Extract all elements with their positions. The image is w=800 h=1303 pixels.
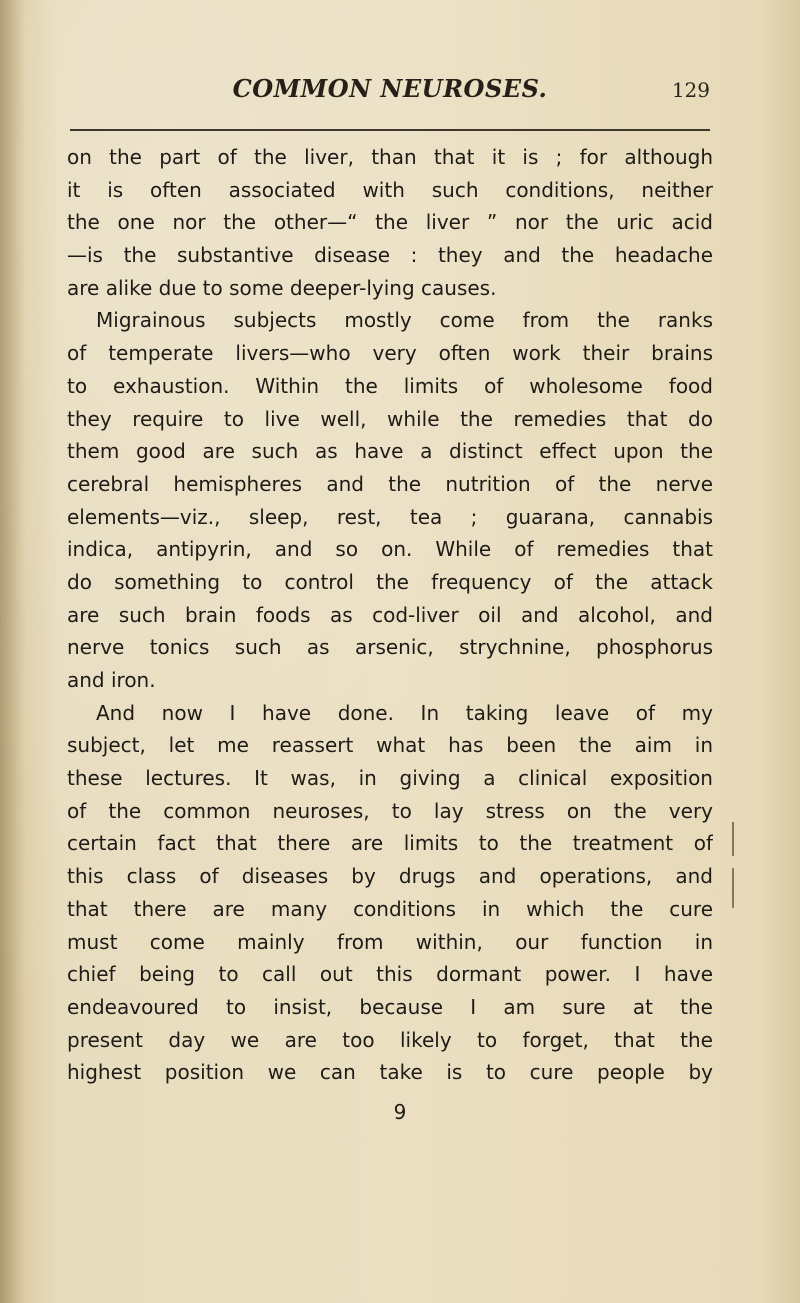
text-line: do something to control the frequency of the attack — [67, 569, 713, 594]
text-line: these lectures. It was, in giving a clinical exposition — [67, 766, 713, 791]
text-line: —is the substantive disease : they and the headache — [67, 243, 713, 268]
text-line: of the common neuroses, to lay stress on the very — [67, 798, 713, 823]
header-rule — [70, 129, 710, 131]
text-line: chief being to call out this dormant power. I have — [67, 962, 713, 987]
text-line: of temperate livers—who very often work their brains — [67, 341, 713, 366]
text-line: indica, antipyrin, and so on. While of remedies that — [67, 537, 713, 562]
text-line: are alike due to some deeper-lying causes. — [67, 275, 497, 300]
text-line: certain fact that there are limits to the treatment of — [67, 831, 713, 856]
margin-pencil-mark — [732, 868, 734, 908]
text-line: it is often associated with such conditions, neither — [67, 177, 713, 202]
text-line: that there are many conditions in which the cure — [67, 896, 713, 921]
text-line: on the part of the liver, than that it is ; for although — [67, 145, 713, 169]
text-line: cerebral hemispheres and the nutrition of the nerve — [67, 471, 713, 496]
text-line: they require to live well, while the remedies that do — [67, 406, 713, 431]
text-line: subject, let me reassert what has been the aim in — [67, 733, 713, 758]
text-line: Migrainous subjects mostly come from the ranks — [96, 308, 713, 333]
text-line: elements—viz., sleep, rest, tea ; guarana, cannabis — [67, 504, 713, 529]
text-line: and iron. — [67, 668, 156, 692]
text-line: are such brain foods as cod-liver oil and alcohol, and — [67, 602, 713, 627]
running-title: COMMON NEUROSES. — [232, 74, 548, 103]
text-line: this class of diseases by drugs and operations, and — [67, 864, 713, 889]
signature-mark: 9 — [393, 1100, 407, 1124]
margin-pencil-mark — [732, 822, 734, 856]
text-line: endeavoured to insist, because I am sure at the — [67, 994, 713, 1019]
text-line: the one nor the other—“ the liver ” nor the uric acid — [67, 210, 713, 235]
text-line: nerve tonics such as arsenic, strychnine, phosphorus — [67, 635, 713, 660]
page-header — [70, 74, 710, 114]
page-number: 129 — [671, 78, 710, 102]
text-line: highest position we can take is to cure people by — [67, 1060, 713, 1085]
text-line: present day we are too likely to forget, that the — [67, 1027, 713, 1052]
body-text — [67, 141, 713, 1089]
text-line: And now I have done. In taking leave of my — [96, 700, 713, 725]
text-line: to exhaustion. Within the limits of wholesome food — [67, 373, 713, 398]
text-line: must come mainly from within, our function in — [67, 929, 713, 954]
text-line: them good are such as have a distinct effect upon the — [67, 439, 713, 464]
